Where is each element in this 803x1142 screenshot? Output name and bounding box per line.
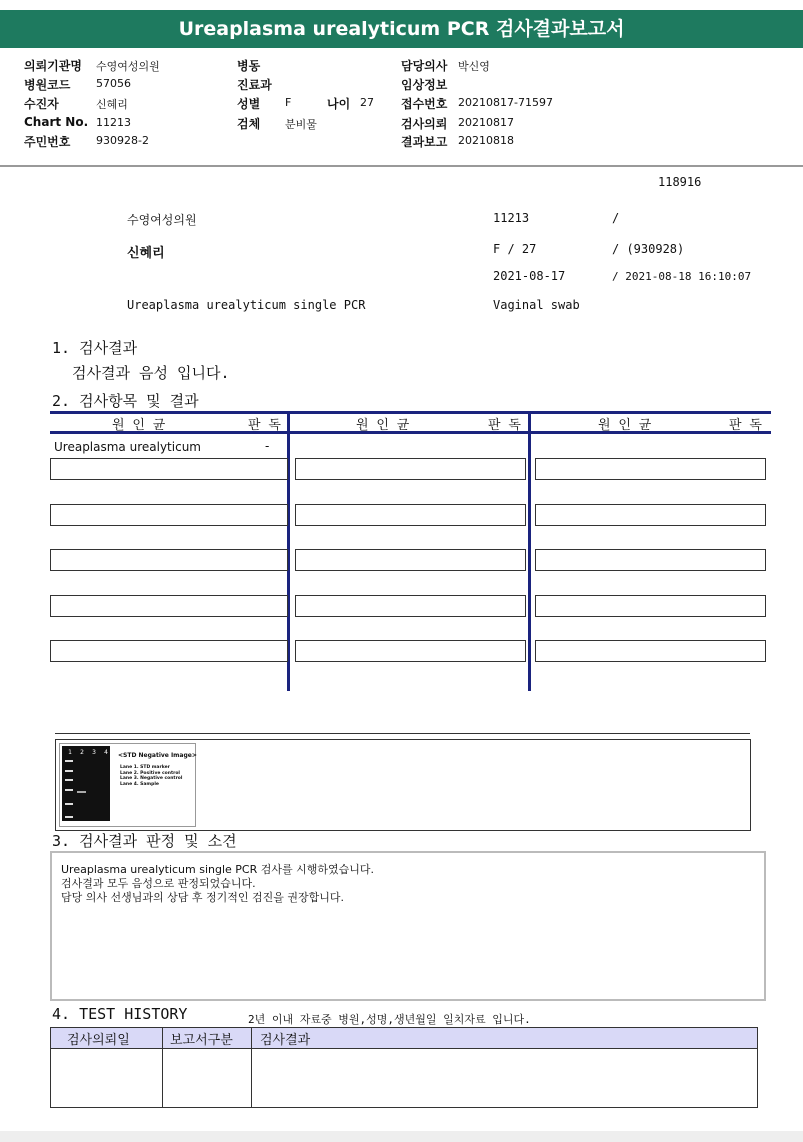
history-table [50, 1027, 758, 1108]
result-cell [50, 549, 288, 571]
gel-lane-label: 3 [92, 749, 96, 756]
section3-heading: 3. 검사결과 판정 및 소견 [52, 832, 237, 850]
section1-result: 검사결과 음성 입니다. [72, 364, 230, 382]
chart-number: 11213 [493, 211, 530, 225]
report-number: 118916 [658, 175, 702, 189]
header-value: 11213 [96, 116, 131, 129]
section2-heading: 2. 검사항목 및 결과 [52, 392, 199, 410]
column-header-organism: 원 인 균 [598, 418, 652, 433]
header-value: 930928-2 [96, 134, 149, 147]
header-label: 검체 [237, 117, 261, 131]
test-name: Ureaplasma urealyticum single PCR [127, 298, 366, 312]
history-header-row [51, 1028, 758, 1049]
result-cell [50, 504, 288, 526]
header-label: 검사의뢰 [401, 117, 448, 131]
result-judgment: - [265, 439, 270, 453]
page-footer-band [0, 1131, 803, 1142]
history-col-result: 검사결과 [252, 1028, 758, 1049]
separator: / [612, 211, 620, 225]
header-label: 수진자 [24, 97, 59, 111]
header-value: F [285, 96, 292, 109]
history-note: 2년 이내 자료중 병원,성명,생년월일 일치자료 입니다. [248, 1013, 531, 1026]
gel-legend-item: Lane 1. STD marker [120, 765, 170, 770]
gel-title: <STD Negative Image> [118, 752, 197, 759]
header-label: 의뢰기관명 [24, 59, 82, 73]
reported-datetime: / 2021-08-18 16:10:07 [612, 270, 752, 283]
header-value: 20210817-71597 [458, 96, 553, 109]
header-value: 20210818 [458, 134, 514, 147]
column-header-judgment: 판 독 [488, 418, 521, 433]
sex-age: F / 27 [493, 242, 537, 256]
column-header-judgment: 판 독 [729, 418, 762, 433]
header-value: 20210817 [458, 116, 514, 129]
birth-date: / (930928) [612, 242, 685, 256]
hospital-name: 수영여성의원 [127, 213, 197, 227]
result-cell [535, 458, 766, 480]
result-cell [535, 640, 766, 662]
header-value: 수영여성의원 [96, 60, 160, 73]
result-cell [535, 549, 766, 571]
header-label: 진료과 [237, 78, 272, 92]
report-title: Ureaplasma urealyticum PCR 검사결과보고서 [0, 10, 803, 48]
header-value: 분비물 [285, 118, 317, 131]
gel-lane-label: 1 [68, 749, 72, 756]
gel-legend-item: Lane 2. Positive control [120, 770, 180, 776]
column-divider [528, 414, 531, 691]
section1-heading: 1. 검사결과 [52, 339, 138, 357]
header-label: 나이 [327, 97, 351, 111]
column-header-organism: 원 인 균 [112, 418, 166, 433]
result-cell [50, 595, 288, 617]
gel-lane-label: 2 [80, 749, 84, 756]
gel-lane-numbers [64, 749, 112, 756]
result-cell [295, 640, 526, 662]
header-value: 57056 [96, 77, 131, 90]
history-cell [252, 1049, 758, 1108]
header-label: 임상정보 [401, 78, 448, 92]
opinion-line: 담당 의사 선생님과의 상담 후 정기적인 검진을 권장합니다. [61, 891, 344, 904]
result-cell [295, 595, 526, 617]
history-col-type: 보고서구분 [163, 1028, 252, 1049]
opinion-line: Ureaplasma urealyticum single PCR 검사를 시행하였습니다. [61, 863, 374, 876]
header-label: 병원코드 [24, 78, 71, 92]
history-col-date: 검사의뢰일 [51, 1028, 163, 1049]
gel-legend-item: Lane 4. Sample [120, 781, 159, 787]
column-header-organism: 원 인 균 [356, 418, 410, 433]
result-cell [535, 504, 766, 526]
gel-legend [120, 765, 182, 787]
header-label: 접수번호 [401, 97, 448, 111]
result-organism: Ureaplasma urealyticum [54, 440, 201, 454]
gel-lane-label: 4 [104, 749, 108, 756]
history-cell [51, 1049, 163, 1108]
header-value: 신혜리 [96, 98, 128, 111]
result-cell [50, 640, 288, 662]
header-label: Chart No. [24, 115, 89, 129]
header-divider [0, 165, 803, 167]
result-cell [295, 504, 526, 526]
result-cell [295, 458, 526, 480]
patient-name: 신혜리 [127, 246, 165, 261]
opinion-line: 검사결과 모두 음성으로 판정되었습니다. [61, 877, 256, 890]
header-label: 결과보고 [401, 135, 448, 149]
header-label: 담당의사 [401, 59, 448, 73]
gel-legend-item: Lane 3. Negative control [120, 776, 183, 781]
result-cell [50, 458, 288, 480]
header-label: 병동 [237, 59, 261, 73]
header-value: 박신영 [458, 60, 490, 73]
result-cell [535, 595, 766, 617]
table-row [51, 1049, 758, 1108]
result-cell [295, 549, 526, 571]
history-cell [163, 1049, 252, 1108]
column-header-judgment: 판 독 [248, 418, 281, 433]
header-label: 성별 [237, 97, 261, 111]
section4-heading: 4. TEST HISTORY [52, 1005, 188, 1023]
header-value: 27 [360, 96, 374, 109]
section-divider [55, 733, 750, 734]
gel-image [62, 746, 110, 821]
specimen: Vaginal swab [493, 298, 580, 312]
header-label: 주민번호 [24, 135, 71, 149]
received-date: 2021-08-17 [493, 269, 566, 283]
opinion-box [50, 851, 766, 1001]
